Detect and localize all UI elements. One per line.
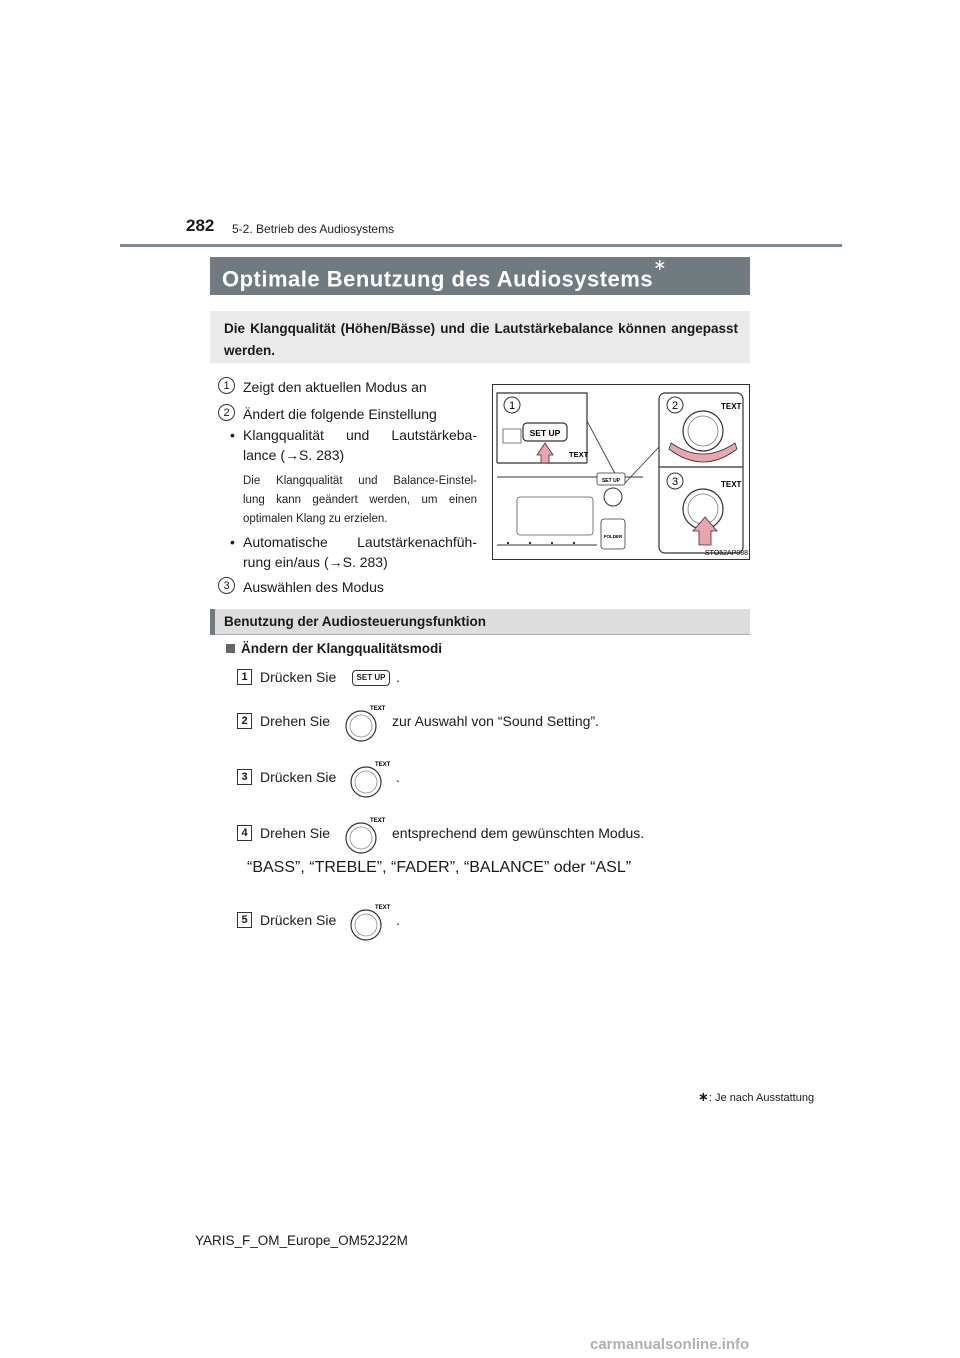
step-4-after: entsprechend dem gewünschten Modus.: [392, 825, 645, 841]
intro-box: Die Klangqualität (Höhen/Bässe) und die Lautstärkebalance können angepasst werden.: [210, 311, 750, 363]
callout-3-text: Auswählen des Modus: [243, 579, 384, 595]
document-id: YARIS_F_OM_Europe_OM52J22M: [195, 1233, 408, 1248]
audio-unit-figure: [492, 384, 750, 560]
callout-number: 2: [218, 404, 235, 421]
subsection-bar: Benutzung der Audiosteuerungsfunktion: [210, 609, 750, 635]
knob-label: TEXT: [375, 762, 391, 768]
audio-unit-illustration: [493, 385, 749, 559]
step-1-before: Drücken Sie: [260, 669, 337, 685]
figure-callout-3: 3: [671, 476, 679, 488]
bullet-2-line1: Automatische Lautstärkenachfüh-: [243, 534, 477, 550]
callout-2: [218, 403, 235, 421]
callout-3: [218, 576, 235, 594]
callout-2-text: Ändert die folgende Einstellung: [243, 406, 437, 422]
callout-number: 1: [218, 377, 235, 394]
modes-line: “BASS”, “TREBLE”, “FADER”, “BALANCE” oder “ASL”: [247, 859, 632, 876]
step-2-before: Drehen Sie: [260, 713, 331, 729]
bullet-1-line1: Klangqualität und Lautstärkeba-: [243, 427, 477, 443]
subsection-accent: [210, 609, 215, 635]
bullet-1-line2: lance (→S. 283): [243, 447, 345, 463]
callout-1: [218, 376, 235, 394]
step-5-before: Drücken Sie: [260, 912, 337, 928]
knob-label: TEXT: [370, 818, 386, 824]
footnote: [698, 1089, 814, 1105]
bullet-dot: •: [230, 427, 235, 443]
page-title: [210, 257, 750, 295]
square-bullet-icon: [226, 644, 235, 653]
footnote-text: : Je nach Ausstattung: [708, 1092, 815, 1104]
step-number: 5: [237, 912, 252, 928]
page-title-text: Optimale Benutzung des Audiosystems: [222, 266, 654, 292]
step-number: 3: [237, 769, 252, 785]
figure-setup-label: SET UP: [529, 428, 561, 438]
note-line1: Die Klangqualität und Balance-Einstel-: [243, 475, 477, 487]
step-number: 1: [237, 669, 252, 685]
text-knob-icon: [344, 704, 390, 744]
section-title: 5-2. Betrieb des Audiosystems: [232, 222, 395, 236]
figure-callout-2: 2: [671, 400, 679, 412]
watermark[interactable]: carmanualsonline.info: [590, 1336, 750, 1353]
figure-setup-small: SET UP: [601, 478, 621, 484]
header-rule: [120, 244, 842, 247]
subheading: [226, 641, 442, 656]
note-line3: optimalen Klang zu erzielen.: [243, 513, 388, 525]
step-1-after: .: [396, 669, 400, 685]
text-knob-icon: [349, 760, 395, 800]
figure-text-label: TEXT: [569, 450, 589, 459]
bullet-dot: •: [230, 534, 235, 550]
text-knob-icon: [349, 903, 395, 943]
note-line2: lung kann geändert werden, um einen: [243, 494, 477, 506]
callout-number: 3: [218, 577, 235, 594]
step-number: 2: [237, 713, 252, 729]
step-4-before: Drehen Sie: [260, 825, 331, 841]
page-number: 282: [186, 216, 215, 235]
callout-1-text: Zeigt den aktuellen Modus an: [243, 379, 427, 395]
knob-label: TEXT: [370, 706, 386, 712]
step-2-after: zur Auswahl von “Sound Setting”.: [392, 713, 600, 729]
figure-text-label-2: TEXT: [721, 402, 742, 411]
step-5-after: .: [396, 912, 400, 928]
setup-button-icon: SET UP: [352, 670, 390, 686]
bullet-2-line2: rung ein/aus (→S. 283): [243, 554, 388, 570]
figure-folder-label: FOLDER: [603, 534, 623, 539]
subheading-text: Ändern der Klangqualitätsmodi: [241, 641, 443, 656]
figure-text-label-3: TEXT: [721, 480, 742, 489]
knob-label: TEXT: [375, 905, 391, 911]
text-knob-icon: [344, 816, 390, 856]
figure-code: STO52AP088: [705, 550, 749, 557]
optional-marker-icon: ∗: [653, 257, 667, 274]
step-3-after: .: [396, 769, 400, 785]
asterisk-icon: ∗: [698, 1089, 709, 1104]
step-3-before: Drücken Sie: [260, 769, 337, 785]
step-number: 4: [237, 825, 252, 841]
figure-callout-1: 1: [508, 400, 516, 412]
